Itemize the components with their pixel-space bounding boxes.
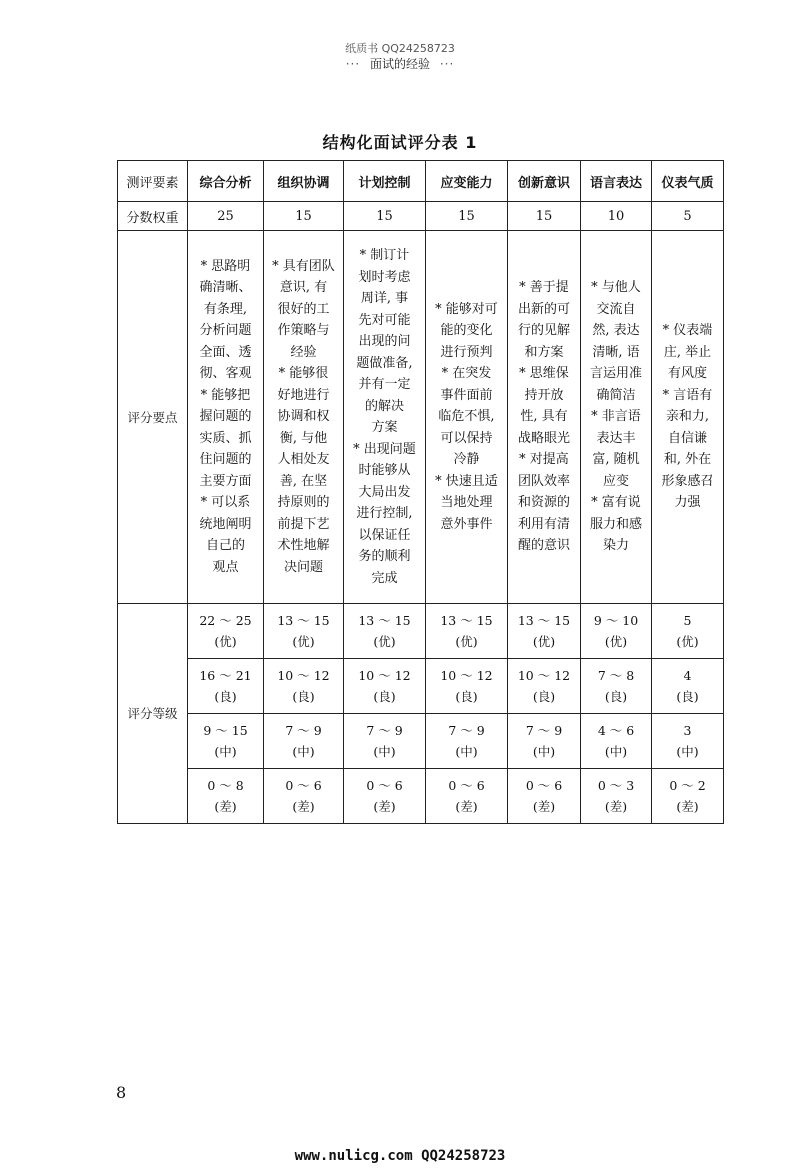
header-column: 创新意识 <box>508 161 581 202</box>
grade-cell <box>652 659 724 714</box>
points-line: * 能够很 <box>278 366 329 382</box>
grade-range: 10 ～ 12 <box>440 668 493 683</box>
grade-range: 7 ～ 9 <box>366 723 403 738</box>
points-line: 观点 <box>212 559 239 575</box>
weight-cell: 25 <box>188 202 264 231</box>
points-line: 善, 在坚 <box>279 473 328 489</box>
grade-range: 0 ～ 8 <box>207 778 244 793</box>
header-column: 应变能力 <box>426 161 508 202</box>
structured-interview-score-table <box>117 160 724 824</box>
grade-cell <box>508 659 581 714</box>
grade-range: 0 ～ 6 <box>448 778 485 793</box>
grade-cell <box>652 604 724 659</box>
grade-cell <box>581 659 652 714</box>
points-row-label: 评分要点 <box>118 231 188 604</box>
header-column: 语言表达 <box>581 161 652 202</box>
grade-range: 5 <box>683 613 692 628</box>
points-line: 很好的工 <box>277 301 330 317</box>
points-line: 富, 随机 <box>592 452 640 468</box>
points-line: 服力和感 <box>589 516 642 532</box>
points-line: 性, 具有 <box>520 409 568 425</box>
points-cell <box>344 231 426 604</box>
points-line: 握问题的 <box>199 409 252 425</box>
grade-range: 0 ～ 6 <box>285 778 322 793</box>
points-line: 战略眼光 <box>517 430 570 446</box>
points-line: 好地进行 <box>277 387 330 403</box>
points-line: * 在突发 <box>441 366 492 382</box>
points-line: 冷静 <box>453 452 480 468</box>
points-line: 持原则的 <box>277 495 330 511</box>
grade-cell <box>264 604 344 659</box>
points-line: 意外事件 <box>440 516 493 532</box>
grade-level: (差) <box>604 799 628 814</box>
grade-level: (良) <box>604 689 628 704</box>
points-line: 有条理, <box>203 301 248 317</box>
grade-level: (中) <box>455 744 478 759</box>
points-line: 衡, 与他 <box>279 430 328 446</box>
points-line: 清晰, 语 <box>592 344 640 360</box>
points-line: 持开放 <box>524 387 564 403</box>
points-line: 自己的 <box>205 538 245 554</box>
grade-cell <box>581 604 652 659</box>
footer-watermark: www.nulicg.com QQ24258723 <box>294 1148 506 1164</box>
points-cell <box>188 231 264 604</box>
points-line: * 非言语 <box>591 409 641 425</box>
grade-cell <box>188 659 264 714</box>
grade-range: 10 ～ 12 <box>517 668 571 683</box>
grade-row <box>118 659 724 714</box>
weight-cell: 10 <box>581 202 652 231</box>
points-line: 能的变化 <box>440 323 493 339</box>
points-line: 染力 <box>602 538 629 554</box>
points-line: 方案 <box>371 420 398 435</box>
points-line: 可以保持 <box>440 430 493 446</box>
weight-row-label: 分数权重 <box>118 202 188 231</box>
grade-cell <box>426 604 508 659</box>
points-line: 协调和权 <box>277 409 330 425</box>
points-line: 确清晰、 <box>199 280 252 296</box>
points-line: * 富有说 <box>591 495 641 511</box>
weight-row <box>118 202 724 231</box>
page-number: 8 <box>116 1083 127 1102</box>
grade-cell <box>581 769 652 824</box>
points-line: * 快速且适 <box>435 473 498 489</box>
header-column: 组织协调 <box>264 161 344 202</box>
weight-cell: 15 <box>426 202 508 231</box>
grade-cell <box>188 714 264 769</box>
grade-cell <box>652 769 724 824</box>
grade-range: 4 <box>683 668 692 683</box>
points-line: 自信谦 <box>667 430 707 446</box>
grade-level: (差) <box>676 799 699 814</box>
running-head-right-dots: ··· <box>439 57 455 71</box>
grade-cell <box>426 714 508 769</box>
points-line: 出现的问 <box>358 334 411 349</box>
grade-level: (优) <box>373 634 396 649</box>
grade-row-label: 评分等级 <box>118 604 188 824</box>
points-line: 经验 <box>290 344 317 360</box>
grade-level: (差) <box>214 799 237 814</box>
points-line: 有风度 <box>667 366 707 382</box>
points-line: 言运用准 <box>589 366 642 382</box>
points-line: 术性地解 <box>277 538 330 554</box>
grade-level: (良) <box>373 689 396 704</box>
points-line: 分析问题 <box>199 323 252 339</box>
points-line: 形象感召 <box>661 473 714 489</box>
points-line: 人相处友 <box>277 452 330 468</box>
grade-range: 13 ～ 15 <box>358 613 411 628</box>
points-line: 实质、抓 <box>199 430 252 446</box>
points-line: 住问题的 <box>199 452 252 468</box>
points-line: 然, 表达 <box>592 323 640 339</box>
points-line: 力强 <box>674 495 701 511</box>
points-line: 行的见解 <box>517 323 570 339</box>
grade-cell <box>581 714 652 769</box>
grade-range: 0 ～ 3 <box>597 778 635 793</box>
grade-row <box>118 604 724 659</box>
grade-range: 7 ～ 9 <box>285 723 322 738</box>
points-line: * 与他人 <box>591 280 641 296</box>
points-line: 统地阐明 <box>199 516 252 532</box>
grade-range: 4 ～ 6 <box>597 723 635 738</box>
weight-cell: 15 <box>344 202 426 231</box>
grade-range: 0 ～ 6 <box>366 778 403 793</box>
weight-cell: 15 <box>508 202 581 231</box>
grade-level: (优) <box>292 634 315 649</box>
points-line: 务的顺利 <box>358 549 411 564</box>
grade-cell <box>264 769 344 824</box>
points-line: 进行预判 <box>440 344 493 360</box>
grade-cell <box>344 769 426 824</box>
points-line: 划时考虑 <box>358 269 411 285</box>
points-line: * 具有团队 <box>272 258 335 274</box>
grade-range: 9 ～ 10 <box>593 613 639 628</box>
grade-level: (差) <box>455 799 478 814</box>
points-line: 交流自 <box>596 301 636 317</box>
grade-level: (差) <box>373 799 396 814</box>
running-head <box>0 55 800 72</box>
points-line: 时能够从 <box>358 463 411 478</box>
points-line: 题做准备, <box>356 355 413 371</box>
points-row <box>118 231 724 604</box>
points-line: 庄, 举止 <box>663 344 712 360</box>
grade-level: (中) <box>532 744 556 759</box>
points-line: 作策略与 <box>277 323 330 339</box>
grade-level: (中) <box>373 744 396 759</box>
points-line: * 善于提 <box>519 280 569 296</box>
running-head-left-dots: ··· <box>345 57 361 71</box>
header-column: 综合分析 <box>188 161 264 202</box>
points-line: 和方案 <box>524 344 564 360</box>
grade-range: 0 ～ 2 <box>669 778 706 793</box>
points-line: 意识, 有 <box>279 280 328 296</box>
grade-cell <box>652 714 724 769</box>
grade-range: 9 ～ 15 <box>203 723 248 738</box>
grade-cell <box>264 714 344 769</box>
points-line: * 出现问题 <box>353 441 416 457</box>
points-line: 以保证任 <box>358 527 411 543</box>
points-line: 利用有清 <box>517 516 570 532</box>
grade-range: 0 ～ 6 <box>525 778 563 793</box>
grade-row <box>118 769 724 824</box>
grade-cell <box>264 659 344 714</box>
grade-level: (优) <box>214 634 237 649</box>
points-line: 先对可能 <box>358 312 411 328</box>
grade-range: 13 ～ 15 <box>277 613 330 628</box>
points-line: 大局出发 <box>358 484 411 500</box>
header-column: 仪表气质 <box>652 161 724 202</box>
points-line: * 能够把 <box>200 387 251 403</box>
grade-level: (良) <box>214 689 237 704</box>
grade-level: (优) <box>532 634 556 649</box>
grade-range: 10 ～ 12 <box>358 668 411 683</box>
points-cell <box>652 231 724 604</box>
grade-level: (中) <box>292 744 315 759</box>
grade-level: (中) <box>676 744 699 759</box>
grade-range: 7 ～ 8 <box>597 668 635 683</box>
points-line: 应变 <box>602 473 629 489</box>
points-line: 当地处理 <box>440 495 493 511</box>
points-line: * 制订计 <box>359 248 410 263</box>
points-line: 团队效率 <box>517 473 570 489</box>
points-line: * 思路明 <box>200 258 251 274</box>
grade-range: 7 ～ 9 <box>448 723 485 738</box>
points-line: 决问题 <box>283 559 323 575</box>
points-line: 临危不惧, <box>438 409 495 425</box>
grade-level: (优) <box>604 634 628 649</box>
grade-range: 10 ～ 12 <box>277 668 330 683</box>
points-line: 并有一定 <box>358 377 411 392</box>
points-line: 周详, 事 <box>360 291 409 306</box>
points-line: 彻、客观 <box>199 366 252 382</box>
grade-range: 22 ～ 25 <box>199 613 252 628</box>
header-row-label: 测评要素 <box>118 161 188 202</box>
grade-cell <box>508 769 581 824</box>
points-line: * 仪表端 <box>662 323 713 339</box>
points-line: 主要方面 <box>199 473 252 489</box>
grade-cell <box>344 714 426 769</box>
points-line: 和, 外在 <box>663 452 712 468</box>
points-line: 完成 <box>371 570 398 586</box>
grade-cell <box>508 604 581 659</box>
points-line: * 能够对可 <box>435 301 498 317</box>
grade-level: (差) <box>532 799 556 814</box>
points-line: 出新的可 <box>517 301 570 317</box>
points-line: 事件面前 <box>440 387 493 403</box>
grade-level: (中) <box>214 744 237 759</box>
points-line: * 言语有 <box>662 387 713 403</box>
grade-cell <box>344 659 426 714</box>
points-line: * 可以系 <box>200 495 251 511</box>
grade-cell <box>188 769 264 824</box>
grade-cell <box>508 714 581 769</box>
grade-level: (良) <box>532 689 556 704</box>
grade-row <box>118 714 724 769</box>
grade-level: (优) <box>455 634 478 649</box>
grade-level: (良) <box>676 689 699 704</box>
grade-level: (良) <box>292 689 315 704</box>
grade-level: (良) <box>455 689 478 704</box>
points-line: 进行控制, <box>356 506 413 521</box>
points-line: 醒的意识 <box>517 538 570 554</box>
grade-range: 13 ～ 15 <box>440 613 493 628</box>
grade-level: (中) <box>604 744 628 759</box>
points-line: 前提下艺 <box>277 516 330 532</box>
points-cell <box>581 231 652 604</box>
running-head-title: 面试的经验 <box>369 57 430 71</box>
weight-cell: 5 <box>652 202 724 231</box>
top-watermark: 纸质书 QQ24258723 <box>345 42 455 55</box>
points-line: 全面、透 <box>199 344 252 360</box>
points-cell <box>264 231 344 604</box>
grade-range: 13 ～ 15 <box>517 613 571 628</box>
table-title: 结构化面试评分表 1 <box>322 133 478 152</box>
grade-cell <box>188 604 264 659</box>
header-column: 计划控制 <box>344 161 426 202</box>
grade-level: (优) <box>676 634 699 649</box>
grade-cell <box>426 769 508 824</box>
header-row <box>118 161 724 202</box>
grade-cell <box>344 604 426 659</box>
points-line: 表达丰 <box>596 430 636 446</box>
points-line: 的解决 <box>364 398 404 414</box>
grade-range: 16 ～ 21 <box>199 668 252 683</box>
points-line: 和资源的 <box>517 495 570 511</box>
weight-cell: 15 <box>264 202 344 231</box>
grade-cell <box>426 659 508 714</box>
points-line: 亲和力, <box>665 409 710 425</box>
points-cell <box>508 231 581 604</box>
points-line: * 对提高 <box>519 452 569 468</box>
grade-range: 7 ～ 9 <box>525 723 563 738</box>
points-line: 确简洁 <box>596 387 636 403</box>
points-cell <box>426 231 508 604</box>
grade-range: 3 <box>683 723 692 738</box>
points-line: * 思维保 <box>519 366 569 382</box>
grade-level: (差) <box>292 799 315 814</box>
